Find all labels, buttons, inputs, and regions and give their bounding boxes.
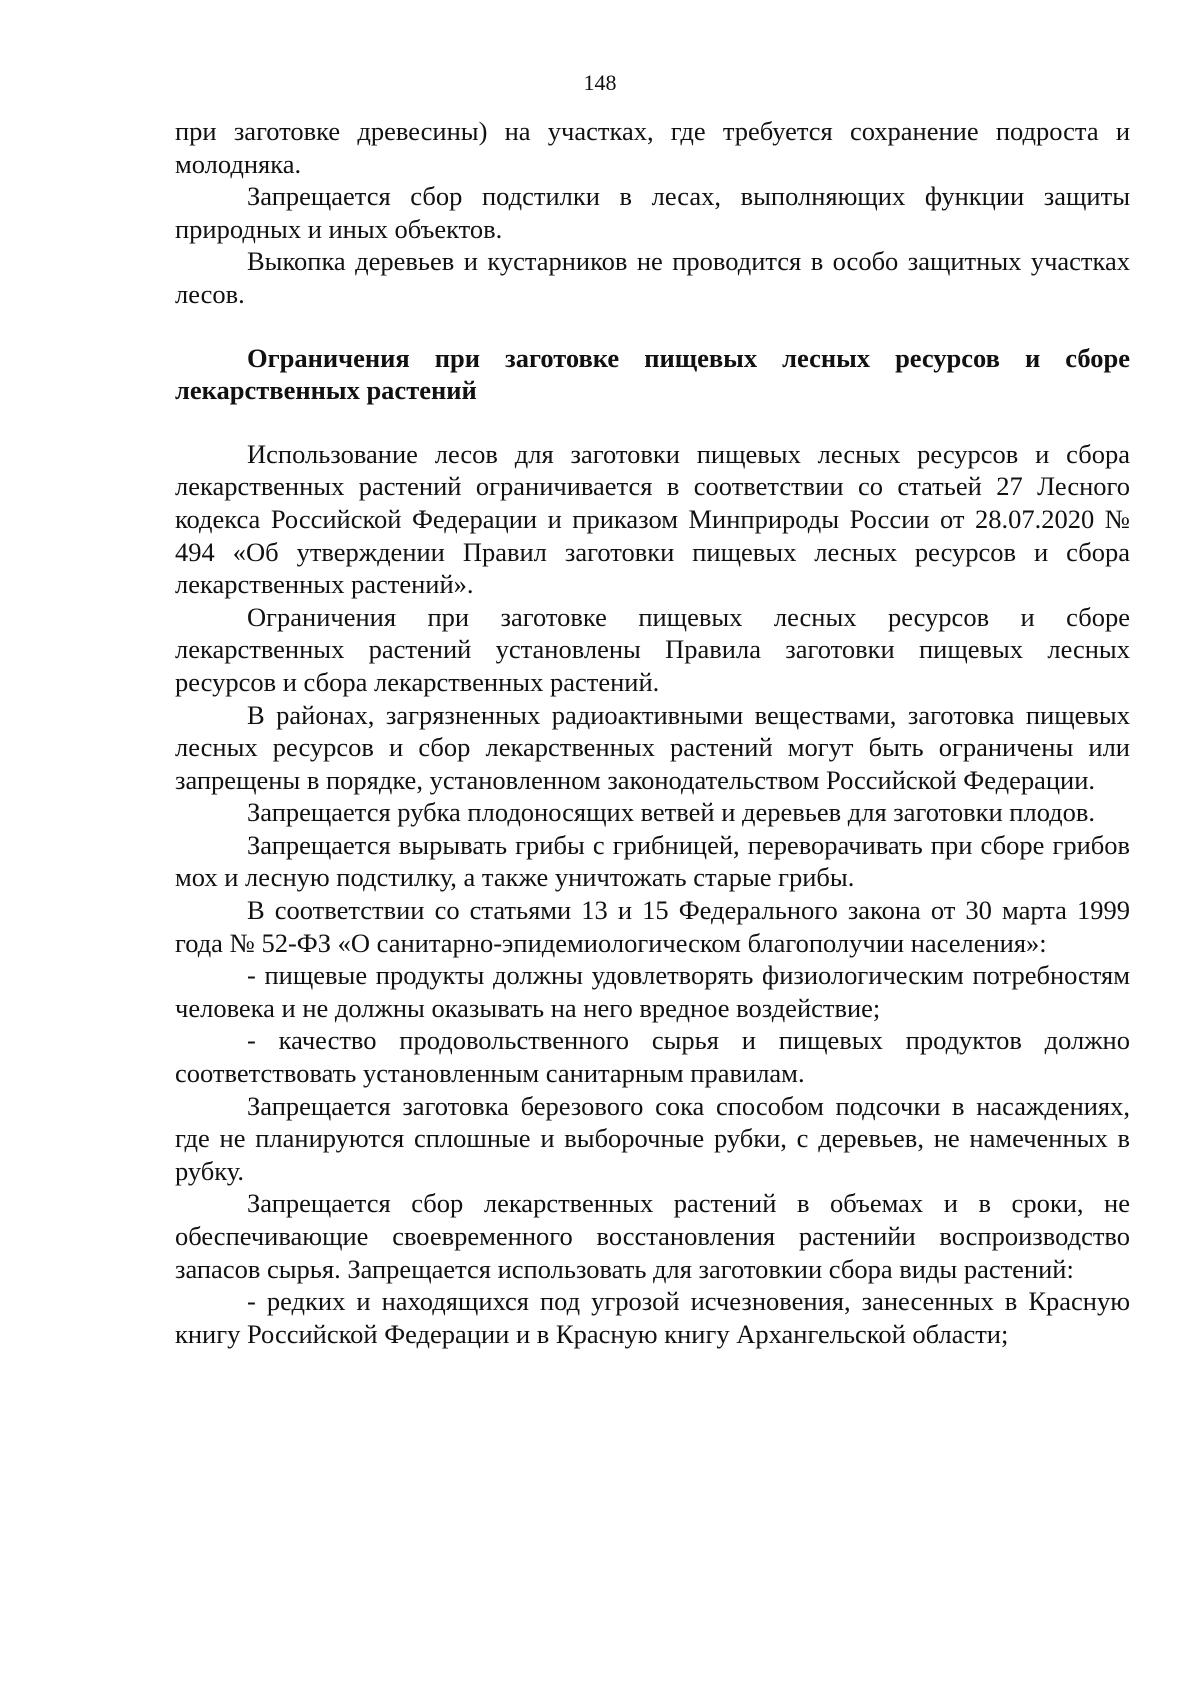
paragraph: Использование лесов для заготовки пищевых лесных ресурсов и сбора лекарственных растений ограничивается в соответствии со статьей 27 Лесного кодекса Российской Федерации и приказом Минприроды России от 28.07.2020 № 494 «Об утверждении Правил заготовки пищевых лесных ресурсов и сбора лекарственных растений».	[175, 438, 1130, 600]
paragraph: Запрещается рубка плодоносящих ветвей и деревьев для заготовки плодов.	[247, 797, 1096, 828]
paragraph: Запрещается заготовка березового сока способом подсочки в насаждениях, где не планируются сплошные и выборочные рубки, с деревьев, не намеченных в рубку.	[175, 1090, 1130, 1186]
paragraph: Ограничения при заготовке пищевых лесных ресурсов и сборе лекарственных растений установлены Правила заготовки пищевых лесных ресурсов и сбора лекарственных растений.	[175, 601, 1130, 697]
page-number: 148	[583, 70, 617, 95]
section-heading: Ограничения при заготовке пищевых лесных ресурсов и сборе лекарственных растений	[175, 342, 1130, 406]
list-item: - качество продовольственного сырья и пищевых продуктов должно соответствовать установленным санитарным правилам.	[175, 1025, 1130, 1089]
paragraph: Запрещается сбор лекарственных растений в объемах и в сроки, не обеспечивающие своевременного восстановления растенийи воспроизводство запасов сырья. Запрещается использовать для заготовкии сбора виды растений:	[175, 1188, 1130, 1284]
paragraph: при заготовке древесины) на участках, где требуется сохранение подроста и молодняка.	[175, 116, 1130, 179]
paragraph: В соответствии со статьями 13 и 15 Федерального закона от 30 марта 1999 года № 52-ФЗ «О санитарно-эпидемиологическом благополучии населения»:	[175, 895, 1130, 958]
spacer	[175, 311, 1130, 342]
document-body	[175, 115, 1130, 1350]
paragraph: Выкопка деревьев и кустарников не проводится в особо защитных участках лесов.	[175, 246, 1130, 309]
paragraph: Запрещается вырывать грибы с грибницей, переворачивать при сборе грибов мох и лесную подстилку, а также уничтожать старые грибы.	[175, 829, 1130, 893]
paragraph: В районах, загрязненных радиоактивными веществами, заготовка пищевых лесных ресурсов и сбор лекарственных растений могут быть ограничены или запрещены в порядке, установленном законодательством Российской Федерации.	[175, 699, 1130, 795]
list-item: - редких и находящихся под угрозой исчезновения, занесенных в Красную книгу Российской Федерации и в Красную книгу Архангельской области;	[175, 1286, 1130, 1349]
list-item: - пищевые продукты должны удовлетворять физиологическим потребностям человека и не должны оказывать на него вредное воздействие;	[175, 960, 1130, 1023]
spacer	[175, 407, 1130, 438]
paragraph: Запрещается сбор подстилки в лесах, выполняющих функции защиты природных и иных объектов.	[175, 181, 1130, 244]
